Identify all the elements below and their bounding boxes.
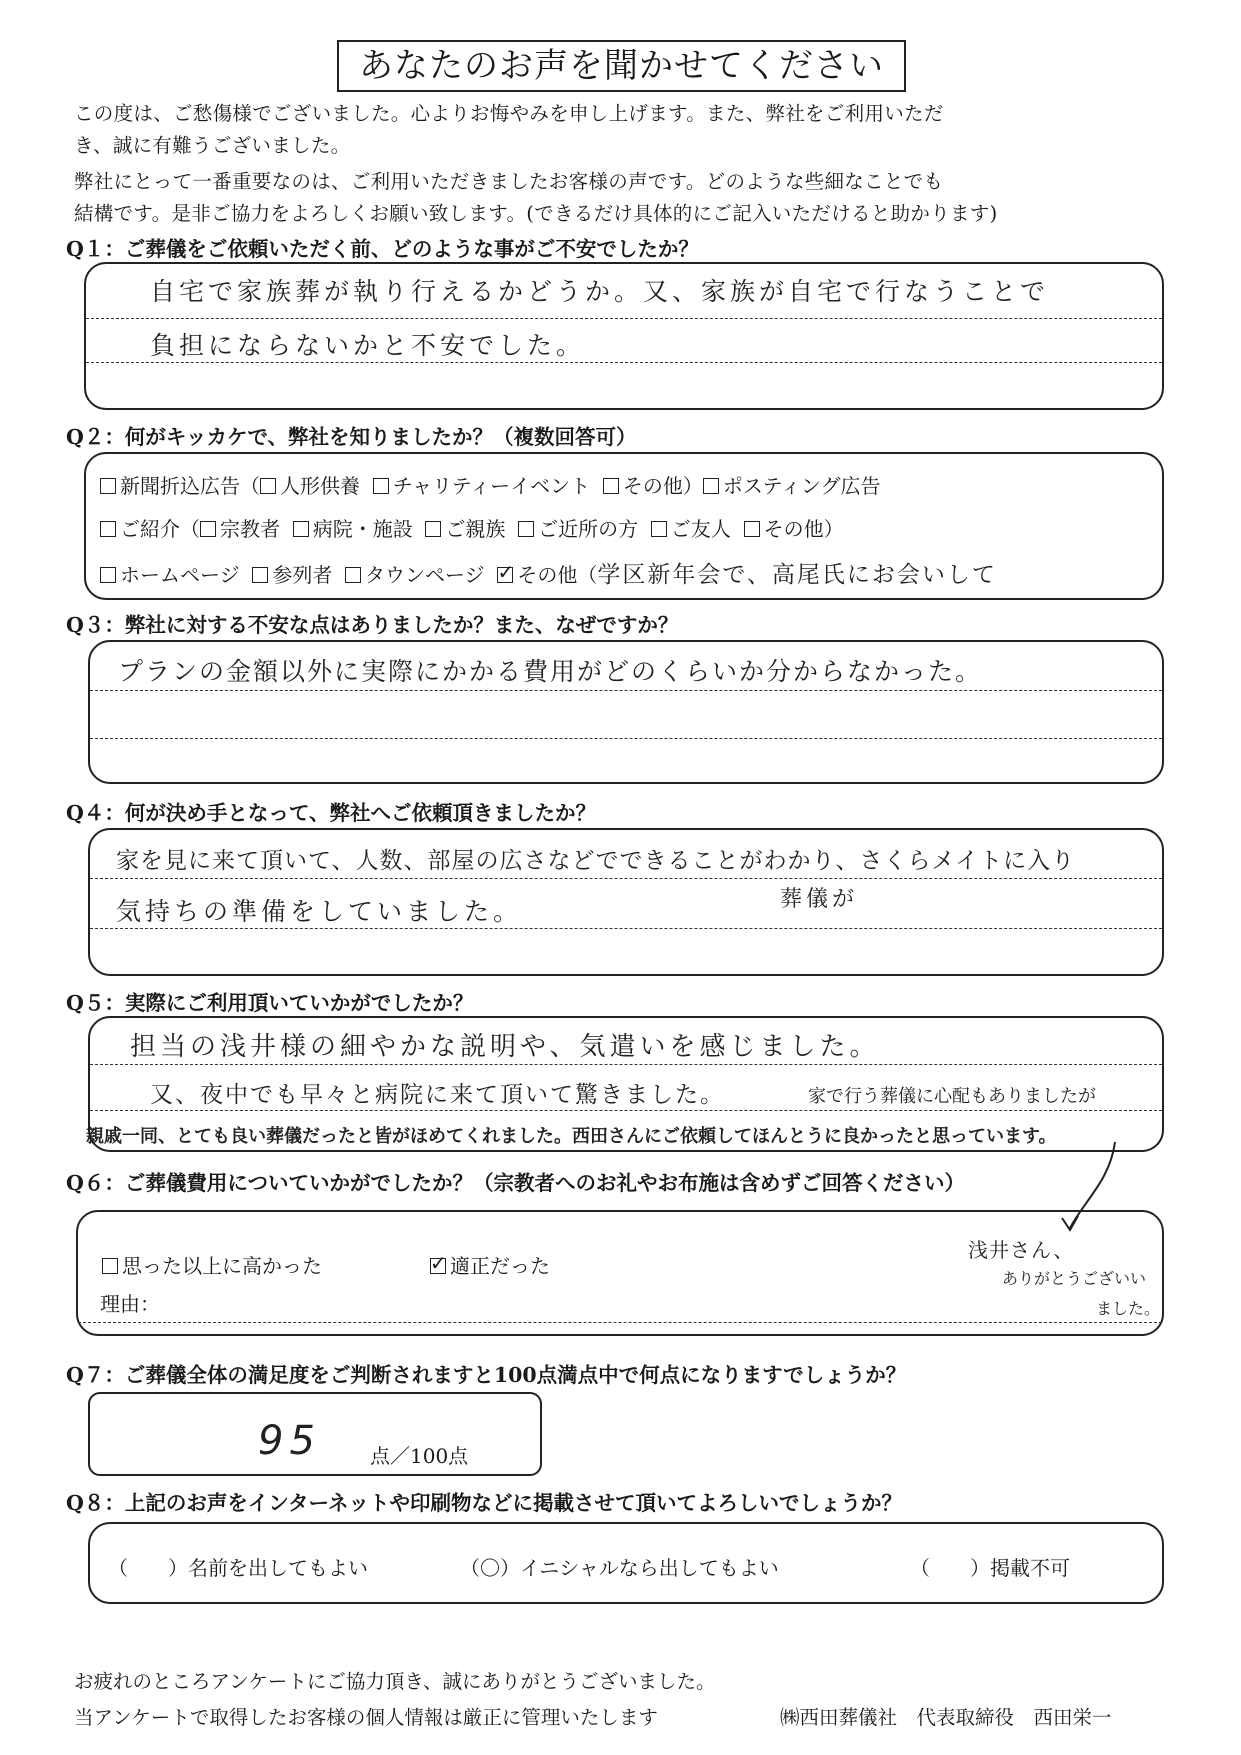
q6-note-line-2: ありがとうございい bbox=[1002, 1269, 1147, 1288]
q8-mark-1: （ ） bbox=[108, 1556, 188, 1580]
checkbox[interactable] bbox=[293, 521, 309, 537]
q5-answer-line-4: 親戚一同、とても良い葬儀だったと皆がほめてくれました。西田さんにご依頼してほんとうに良かったと思っています。 bbox=[86, 1126, 1057, 1147]
checkbox[interactable] bbox=[425, 521, 441, 537]
checkbox[interactable] bbox=[373, 478, 389, 494]
checkbox[interactable] bbox=[260, 478, 276, 494]
q8-mark-2: （〇） bbox=[460, 1556, 520, 1580]
checkbox[interactable] bbox=[603, 478, 619, 494]
footer-thanks: お疲れのところアンケートにご協力頂き、誠にありがとうございました。 bbox=[74, 1670, 716, 1693]
q6-opt-1 bbox=[102, 1250, 322, 1279]
checkbox[interactable] bbox=[200, 521, 216, 537]
q2-label: Q２：何がキッカケで、弊社を知りましたか？（複数回答可） bbox=[66, 425, 637, 449]
checkbox[interactable] bbox=[100, 478, 116, 494]
checkbox[interactable] bbox=[345, 567, 361, 583]
checkbox[interactable] bbox=[518, 521, 534, 537]
opt-posting: ポスティング広告 bbox=[722, 474, 881, 498]
q1-line bbox=[86, 318, 1162, 319]
checkbox[interactable] bbox=[703, 478, 719, 494]
q4-insert: 葬儀が bbox=[780, 887, 859, 912]
checkbox[interactable] bbox=[252, 567, 268, 583]
opt-townpage: タウンページ bbox=[365, 563, 485, 587]
q6-reason-label: 理由： bbox=[100, 1292, 160, 1316]
q8-mark-3: （ ） bbox=[910, 1556, 990, 1580]
q1-answer-line-2: 負担にならないかと不安でした。 bbox=[150, 331, 586, 360]
q4-line bbox=[90, 928, 1162, 929]
q5-line bbox=[90, 1064, 1162, 1065]
opt-charity: チャリティーイベント bbox=[392, 474, 591, 498]
q1-answer-line-1: 自宅で家族葬が執り行えるかどうか。又、家族が自宅で行なうことで bbox=[150, 277, 1050, 306]
q4-line bbox=[90, 878, 1162, 879]
q8-label: Q８：上記のお声をインターネットや印刷物などに掲載させて頂いてよろしいでしょうか？ bbox=[66, 1491, 903, 1515]
q6-line bbox=[78, 1322, 1162, 1323]
q2-row-3 bbox=[100, 556, 997, 589]
q6-opt-2-label: 適正だった bbox=[450, 1254, 550, 1278]
q8-option-2[interactable] bbox=[460, 1552, 779, 1581]
q3-line bbox=[90, 690, 1162, 691]
opt-other-3: その他（ bbox=[517, 563, 598, 587]
opt-other-2: その他） bbox=[763, 517, 844, 541]
opt-neighbors: ご近所の方 bbox=[538, 517, 639, 541]
q3-answer: プランの金額以外に実際にかかる費用がどのくらいか分からなかった。 bbox=[118, 657, 983, 686]
opt-other-1: その他） bbox=[622, 474, 703, 498]
q6-opt-2 bbox=[430, 1250, 550, 1279]
q8-label-3: 掲載不可 bbox=[990, 1556, 1070, 1580]
opt-religious: 宗教者 bbox=[220, 517, 280, 541]
q1-label: Q１：ご葬儀をご依頼いただく前、どのような事がご不安でしたか？ bbox=[66, 237, 699, 261]
q6-note-line-1: 浅井さん、 bbox=[968, 1238, 1075, 1262]
checkbox[interactable] bbox=[651, 521, 667, 537]
q2-row-2 bbox=[100, 513, 844, 542]
q7-suffix: 点／100点 bbox=[370, 1444, 469, 1468]
q8-option-3[interactable] bbox=[910, 1552, 1070, 1581]
q3-line bbox=[90, 738, 1162, 739]
q7-score: 95 bbox=[258, 1418, 321, 1464]
footer-company: ㈱西田葬儀社 代表取締役 西田栄一 bbox=[780, 1706, 1112, 1729]
opt-attendee: 参列者 bbox=[272, 563, 333, 587]
q5-line bbox=[90, 1110, 1162, 1111]
page-title: あなたのお声を聞かせてください bbox=[337, 40, 906, 92]
checkbox[interactable] bbox=[102, 1258, 118, 1274]
checkbox[interactable] bbox=[100, 567, 116, 583]
q5-answer-line-1: 担当の浅井様の細やかな説明や、気遣いを感じました。 bbox=[130, 1032, 880, 1062]
intro-line-1: この度は、ご愁傷様でございました。心よりお悔やみを申し上げます。また、弊社をご利用いただ bbox=[74, 102, 944, 125]
q4-label: Q４：何が決め手となって、弊社へご依頼頂きましたか？ bbox=[66, 801, 596, 825]
q5-label: Q５：実際にご利用頂いていかがでしたか？ bbox=[66, 991, 474, 1015]
footer-privacy: 当アンケートで取得したお客様の個人情報は厳正に管理いたします bbox=[74, 1706, 658, 1729]
checkbox[interactable] bbox=[100, 521, 116, 537]
intro-line-2: き、誠に有難うございました。 bbox=[74, 134, 351, 157]
q1-line bbox=[86, 362, 1162, 363]
q8-label-1: 名前を出してもよい bbox=[188, 1556, 368, 1580]
opt-newspaper: 新聞折込広告（ bbox=[120, 474, 260, 498]
arrow-icon bbox=[1040, 1140, 1130, 1240]
q2-row-1 bbox=[100, 470, 880, 499]
q6-opt-1-label: 思った以上に高かった bbox=[122, 1254, 322, 1278]
opt-relatives: ご親族 bbox=[445, 517, 506, 541]
checkbox-checked[interactable] bbox=[430, 1258, 446, 1274]
checkbox[interactable] bbox=[744, 521, 760, 537]
checkbox-checked[interactable] bbox=[497, 567, 513, 583]
q4-answer-line-1: 家を見に来て頂いて、人数、部屋の広さなどでできることがわかり、さくらメイトに入り bbox=[116, 848, 1076, 874]
q7-label: Q７：ご葬儀全体の満足度をご判断されますと100点満点中で何点になりますでしょうか？ bbox=[66, 1363, 907, 1387]
opt-doll-memorial: 人形供養 bbox=[280, 474, 360, 498]
opt-friends: ご友人 bbox=[670, 517, 731, 541]
intro-line-3: 弊社にとって一番重要なのは、ご利用いただきましたお客様の声です。どのような些細なことでも bbox=[74, 170, 944, 193]
q5-answer-line-2: 又、夜中でも早々と病院に来て頂いて驚きました。 bbox=[150, 1082, 725, 1108]
q2-other-answer: 学区新年会で、高尾氏にお会いして bbox=[597, 562, 997, 588]
q3-label: Q３：弊社に対する不安な点はありましたか？また、なぜですか？ bbox=[66, 613, 679, 637]
q5-answer-line-3: 家で行う葬儀に心配もありましたが bbox=[808, 1086, 1096, 1107]
q8-label-2: イニシャルなら出してもよい bbox=[520, 1556, 779, 1580]
q6-note-line-3: ました。 bbox=[1096, 1299, 1161, 1318]
opt-homepage: ホームページ bbox=[120, 563, 240, 587]
q8-option-1[interactable] bbox=[108, 1552, 368, 1581]
opt-referral: ご紹介（ bbox=[120, 517, 200, 541]
q4-answer-line-2: 気持ちの準備をしていました。 bbox=[116, 897, 523, 926]
opt-hospital: 病院・施設 bbox=[312, 517, 413, 541]
q6-label: Q６：ご葬儀費用についていかがでしたか？（宗教者へのお礼やお布施は含めずご回答ください） bbox=[66, 1171, 965, 1195]
intro-line-4: 結構です。是非ご協力をよろしくお願い致します。(できるだけ具体的にご記入いただけると助かります) bbox=[74, 202, 998, 225]
